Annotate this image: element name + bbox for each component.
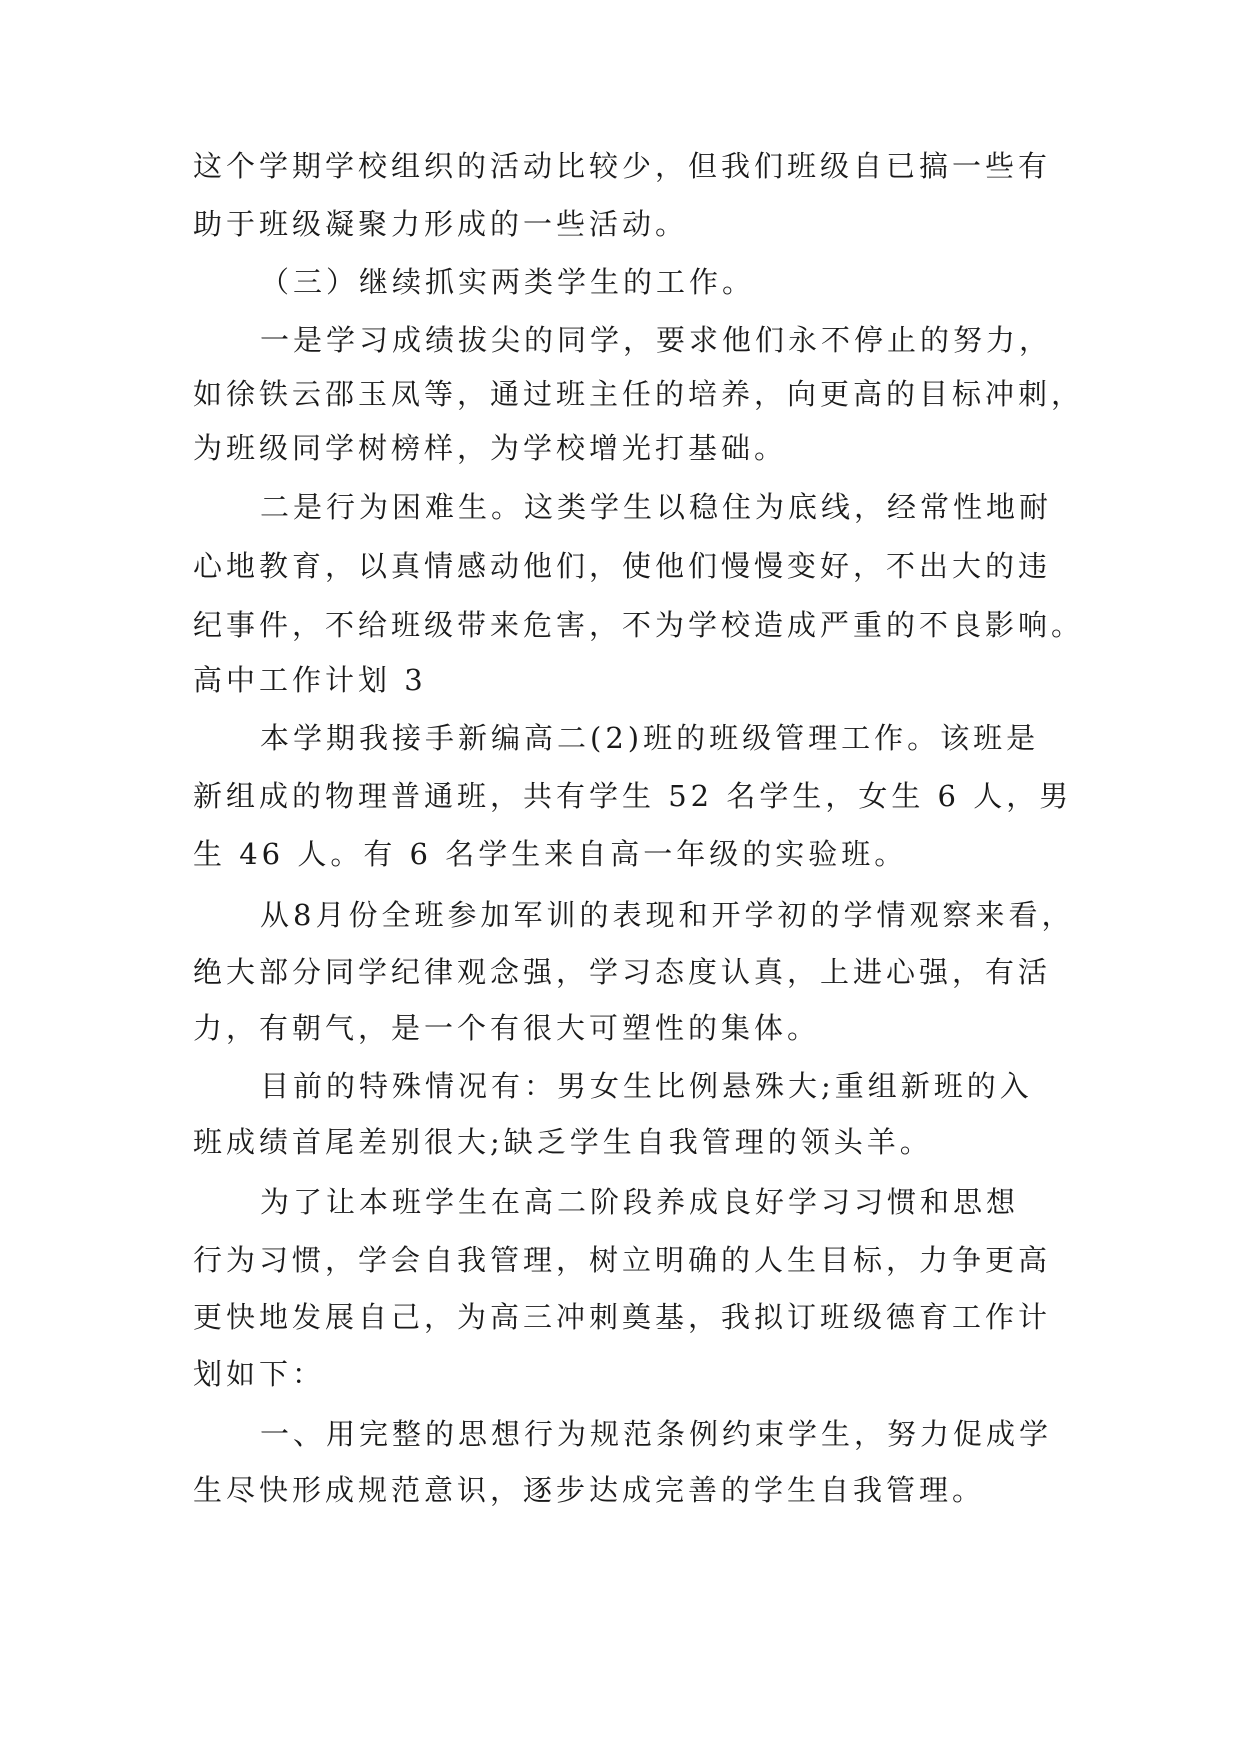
text-line: 新组成的物理普通班，共有学生 52 名学生，女生 6 人，男 bbox=[193, 779, 1073, 813]
text-line: 目前的特殊情况有：男女生比例悬殊大;重组新班的入 bbox=[260, 1069, 1033, 1103]
section-heading: 高中工作计划 3 bbox=[193, 663, 427, 697]
text-line: 绝大部分同学纪律观念强，学习态度认真，上进心强，有活 bbox=[193, 955, 1052, 989]
text-line: 生尽快形成规范意识，逐步达成完善的学生自我管理。 bbox=[193, 1473, 986, 1507]
text-line: 本学期我接手新编高二(2)班的班级管理工作。该班是 bbox=[260, 721, 1040, 755]
text-line: 二是行为困难生。这类学生以稳住为底线，经常性地耐 bbox=[260, 490, 1053, 524]
text-line: 为班级同学树榜样，为学校增光打基础。 bbox=[193, 431, 788, 465]
text-line: 行为习惯，学会自我管理，树立明确的人生目标，力争更高 bbox=[193, 1243, 1052, 1277]
section-heading: （三）继续抓实两类学生的工作。 bbox=[260, 265, 756, 299]
text-line: 力，有朝气，是一个有很大可塑性的集体。 bbox=[193, 1011, 821, 1045]
text-line: 一、用完整的思想行为规范条例约束学生，努力促成学 bbox=[260, 1417, 1053, 1451]
text-line: 纪事件，不给班级带来危害，不为学校造成严重的不良影响。 bbox=[193, 608, 1085, 642]
text-line: 这个学期学校组织的活动比较少，但我们班级自已搞一些有 bbox=[193, 149, 1052, 183]
text-line: 如徐铁云邵玉凤等，通过班主任的培养，向更高的目标冲刺， bbox=[193, 377, 1085, 411]
text-line: 为了让本班学生在高二阶段养成良好学习习惯和思想 bbox=[260, 1185, 1020, 1219]
text-line: 划如下： bbox=[193, 1357, 326, 1391]
text-line: 心地教育，以真情感动他们，使他们慢慢变好，不出大的违 bbox=[193, 549, 1052, 583]
text-line: 助于班级凝聚力形成的一些活动。 bbox=[193, 207, 689, 241]
text-line: 班成绩首尾差别很大;缺乏学生自我管理的领头羊。 bbox=[193, 1125, 933, 1159]
text-line: 从8月份全班参加军训的表现和开学初的学情观察来看， bbox=[260, 898, 1075, 932]
text-line: 一是学习成绩拔尖的同学，要求他们永不停止的努力， bbox=[260, 323, 1053, 357]
text-line: 生 46 人。有 6 名学生来自高一年级的实验班。 bbox=[193, 837, 908, 871]
text-line: 更快地发展自己，为高三冲刺奠基，我拟订班级德育工作计 bbox=[193, 1300, 1052, 1334]
